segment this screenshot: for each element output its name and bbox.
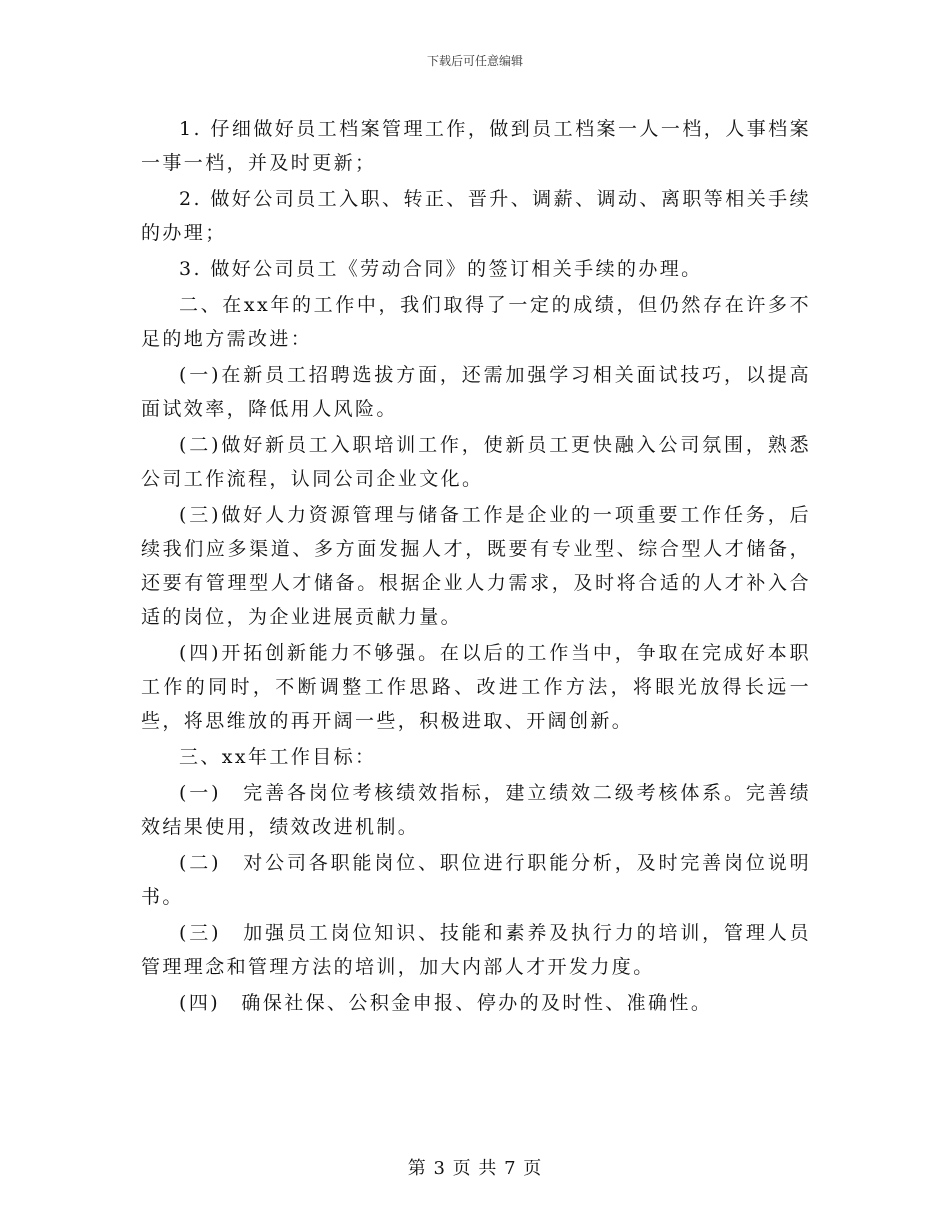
page-header: 下载后可任意编辑 xyxy=(426,54,523,68)
improvement-item-2: (二)做好新员工入职培训工作，使新员工更快融入公司氛围，熟悉公司工作流程，认同公司企业文化。 xyxy=(141,434,811,490)
document-body xyxy=(141,112,811,1020)
section-two-heading: 二、在xx年的工作中，我们取得了一定的成绩，但仍然存在许多不足的地方需改进： xyxy=(141,294,811,350)
improvement-item-4: (四)开拓创新能力不够强。在以后的工作当中，争取在完成好本职工作的同时，不断调整工作思路、改进工作方法，将眼光放得长远一些，将思维放的再开阔一些，积极进取、开阔创新。 xyxy=(141,642,811,732)
paragraph-item-3: 3. 做好公司员工《劳动合同》的签订相关手续的办理。 xyxy=(179,258,703,280)
goal-item-2: (二) 对公司各职能岗位、职位进行职能分析，及时完善岗位说明书。 xyxy=(141,852,811,908)
section-three-heading: 三、xx年工作目标： xyxy=(179,746,377,768)
goal-item-1: (一) 完善各岗位考核绩效指标，建立绩效二级考核体系。完善绩效结果使用，绩效改进机制。 xyxy=(141,782,811,838)
improvement-item-3: (三)做好人力资源管理与储备工作是企业的一项重要工作任务，后续我们应多渠道、多方面发掘人才，既要有专业型、综合型人才储备，还要有管理型人才储备。根据企业人力需求，及时将合适的人才补入合适的岗位，为企业进展贡献力量。 xyxy=(141,504,811,628)
goal-item-3: (三) 加强员工岗位知识、技能和素养及执行力的培训，管理人员管理理念和管理方法的培训，加大内部人才开发力度。 xyxy=(141,922,811,978)
improvement-item-1: (一)在新员工招聘选拔方面，还需加强学习相关面试技巧，以提高面试效率，降低用人风险。 xyxy=(141,364,811,420)
paragraph-item-2: 2. 做好公司员工入职、转正、晋升、调薪、调动、离职等相关手续的办理； xyxy=(141,188,811,244)
paragraph-item-1: 1. 仔细做好员工档案管理工作，做到员工档案一人一档，人事档案一事一档，并及时更新； xyxy=(141,118,811,174)
goal-item-4: (四) 确保社保、公积金申报、停办的及时性、准确性。 xyxy=(179,992,713,1014)
page-number-footer: 第 3 页 共 7 页 xyxy=(407,1158,543,1179)
